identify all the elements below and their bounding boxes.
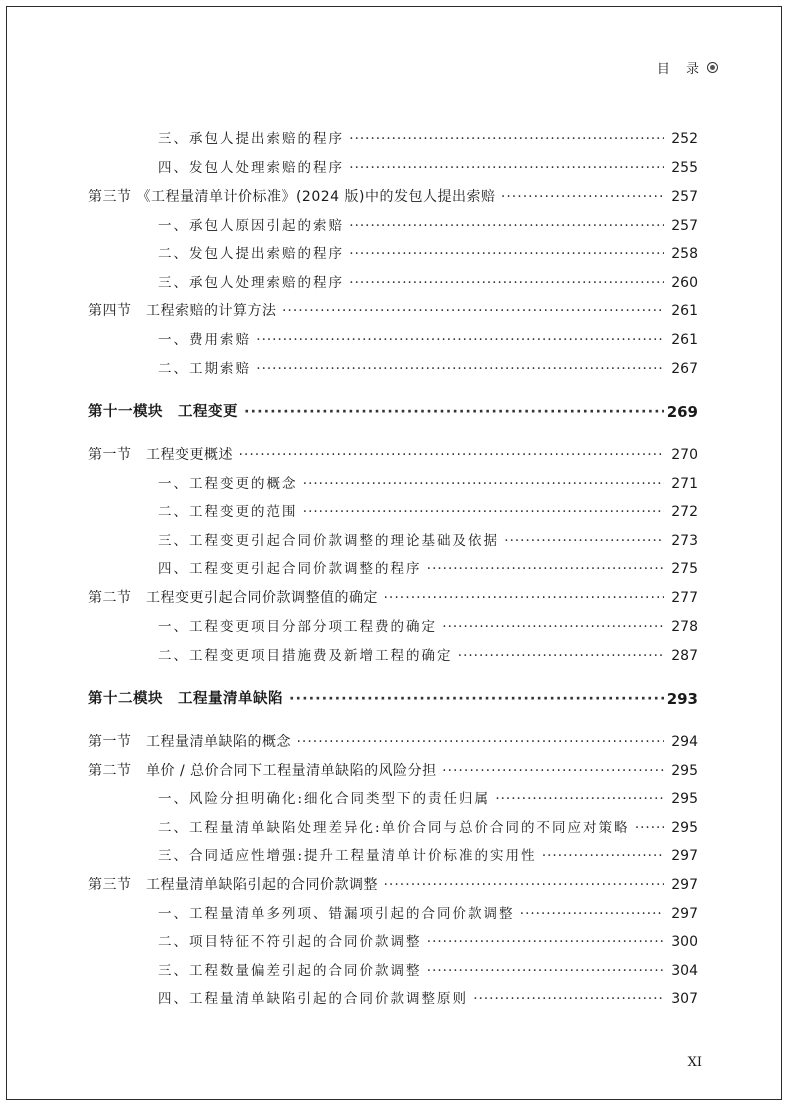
toc-entry-page: 271 — [671, 476, 698, 492]
toc-entry-page: 272 — [671, 504, 698, 520]
toc-item[interactable] — [0, 558, 790, 580]
toc-entry-page: 277 — [671, 590, 698, 606]
toc-entry-title: 三、合同适应性增强:提升工程量清单计价标准的实用性 ····· — [158, 845, 664, 867]
toc-entry-title: 二、工程变更项目措施费及新增工程的确定 ····· — [158, 645, 664, 667]
toc-entry-page: 261 — [671, 332, 698, 348]
toc-section[interactable] — [0, 587, 790, 609]
toc-item[interactable] — [0, 645, 790, 667]
toc-entry-page: 297 — [671, 906, 698, 922]
toc-entry-page: 304 — [671, 963, 698, 979]
toc-entry-page: 275 — [671, 561, 698, 577]
toc-entry-title: 第二节 单价 / 总价合同下工程量清单缺陷的风险分担 ····· — [88, 760, 664, 782]
toc-entry-page: 300 — [671, 934, 698, 950]
toc-entry-page: 287 — [671, 648, 698, 664]
toc-entry-page: 295 — [671, 763, 698, 779]
toc-item[interactable] — [0, 788, 790, 810]
circle-ornament-icon — [707, 62, 718, 73]
toc-item[interactable] — [0, 903, 790, 925]
toc-entry-page: 307 — [671, 991, 698, 1007]
toc-item[interactable] — [0, 530, 790, 552]
toc-section[interactable] — [0, 760, 790, 782]
toc-entry-page: 261 — [671, 303, 698, 319]
toc-entry-title: 三、承包人提出索赔的程序 ····· — [158, 128, 664, 150]
toc-entry-title: 三、承包人处理索赔的程序 ····· — [158, 272, 664, 294]
toc-entry-title: 二、工程变更的范围 ····· — [158, 501, 664, 523]
toc-entry-page: 295 — [671, 820, 698, 836]
toc-entry-title: 一、工程变更项目分部分项工程费的确定 ····· — [158, 616, 664, 638]
toc-entry-page: 269 — [666, 403, 698, 421]
toc-item[interactable] — [0, 501, 790, 523]
toc-entry-title: 一、工程量清单多列项、错漏项引起的合同价款调整 ····· — [158, 903, 664, 925]
toc-entry-page: 257 — [671, 189, 698, 205]
toc-entry-title: 第一节 工程量清单缺陷的概念 ····· — [88, 731, 664, 753]
toc-entry-title: 一、费用索赔 ····· — [158, 329, 664, 351]
toc-entry-title: 第二节 工程变更引起合同价款调整值的确定 ····· — [88, 587, 664, 609]
toc-entry-page: 252 — [671, 131, 698, 147]
toc-entry-title: 一、承包人原因引起的索赔 ····· — [158, 215, 664, 237]
toc-entry-title: 第三节 工程量清单缺陷引起的合同价款调整 ····· — [88, 874, 664, 896]
toc-entry-title: 四、工程量清单缺陷引起的合同价款调整原则 ····· — [158, 988, 664, 1010]
toc-entry-title: 三、工程数量偏差引起的合同价款调整 ····· — [158, 960, 664, 982]
toc-section[interactable] — [0, 300, 790, 322]
toc-item[interactable] — [0, 616, 790, 638]
toc-entry-title: 第四节 工程索赔的计算方法 ····· — [88, 300, 664, 322]
toc-entry-page: 257 — [671, 218, 698, 234]
toc-item[interactable] — [0, 128, 790, 150]
toc-entry-page: 255 — [671, 160, 698, 176]
toc-entry-page: 295 — [671, 791, 698, 807]
toc-item[interactable] — [0, 845, 790, 867]
toc-section[interactable] — [0, 186, 790, 208]
toc-section[interactable] — [0, 444, 790, 466]
toc-entry-title: 四、发包人处理索赔的程序 ····· — [158, 157, 664, 179]
toc-item[interactable] — [0, 243, 790, 265]
header-label: 目 录 — [656, 62, 705, 77]
toc-section[interactable] — [0, 731, 790, 753]
toc-entry-title: 二、工期索赔 ····· — [158, 358, 664, 380]
toc-module[interactable] — [0, 401, 790, 423]
toc-entry-title: 第十二模块 工程量清单缺陷 ····· — [88, 688, 664, 710]
running-header — [657, 58, 718, 77]
toc-entry-page: 270 — [671, 447, 698, 463]
toc-entry-title: 一、风险分担明确化:细化合同类型下的责任归属 ····· — [158, 788, 664, 810]
toc-entry-page: 278 — [671, 619, 698, 635]
toc-entry-title: 二、发包人提出索赔的程序 ····· — [158, 243, 664, 265]
toc-entry-title: 第一节 工程变更概述 ····· — [88, 444, 664, 466]
toc-item[interactable] — [0, 931, 790, 953]
toc-entry-title: 四、工程变更引起合同价款调整的程序 ····· — [158, 558, 664, 580]
toc-entry-page: 294 — [671, 734, 698, 750]
toc-item[interactable] — [0, 215, 790, 237]
toc-item[interactable] — [0, 157, 790, 179]
toc-entry-page: 258 — [671, 246, 698, 262]
toc-item[interactable] — [0, 960, 790, 982]
toc-item[interactable] — [0, 329, 790, 351]
toc-entry-page: 260 — [671, 275, 698, 291]
toc-section[interactable] — [0, 874, 790, 896]
toc-entry-title: 二、工程量清单缺陷处理差异化:单价合同与总价合同的不同应对策略 ····· — [158, 817, 664, 839]
toc-item[interactable] — [0, 473, 790, 495]
toc-item[interactable] — [0, 988, 790, 1010]
toc-item[interactable] — [0, 817, 790, 839]
toc-entry-page: 273 — [671, 533, 698, 549]
toc-module[interactable] — [0, 688, 790, 710]
toc-entry-page: 297 — [671, 877, 698, 893]
toc-entry-page: 267 — [671, 361, 698, 377]
toc-entry-title: 二、项目特征不符引起的合同价款调整 ····· — [158, 931, 664, 953]
toc-entry-page: 293 — [666, 690, 698, 708]
toc-entry-page: 297 — [671, 848, 698, 864]
toc-item[interactable] — [0, 272, 790, 294]
toc-entry-title: 一、工程变更的概念 ····· — [158, 473, 664, 495]
toc-entry-title: 第十一模块 工程变更 ····· — [88, 401, 664, 423]
page-number: XI — [687, 1055, 702, 1070]
toc-item[interactable] — [0, 358, 790, 380]
toc-entry-title: 第三节 《工程量清单计价标准》(2024 版)中的发包人提出索赔 ····· — [88, 186, 664, 208]
toc-entry-title: 三、工程变更引起合同价款调整的理论基础及依据 ····· — [158, 530, 664, 552]
